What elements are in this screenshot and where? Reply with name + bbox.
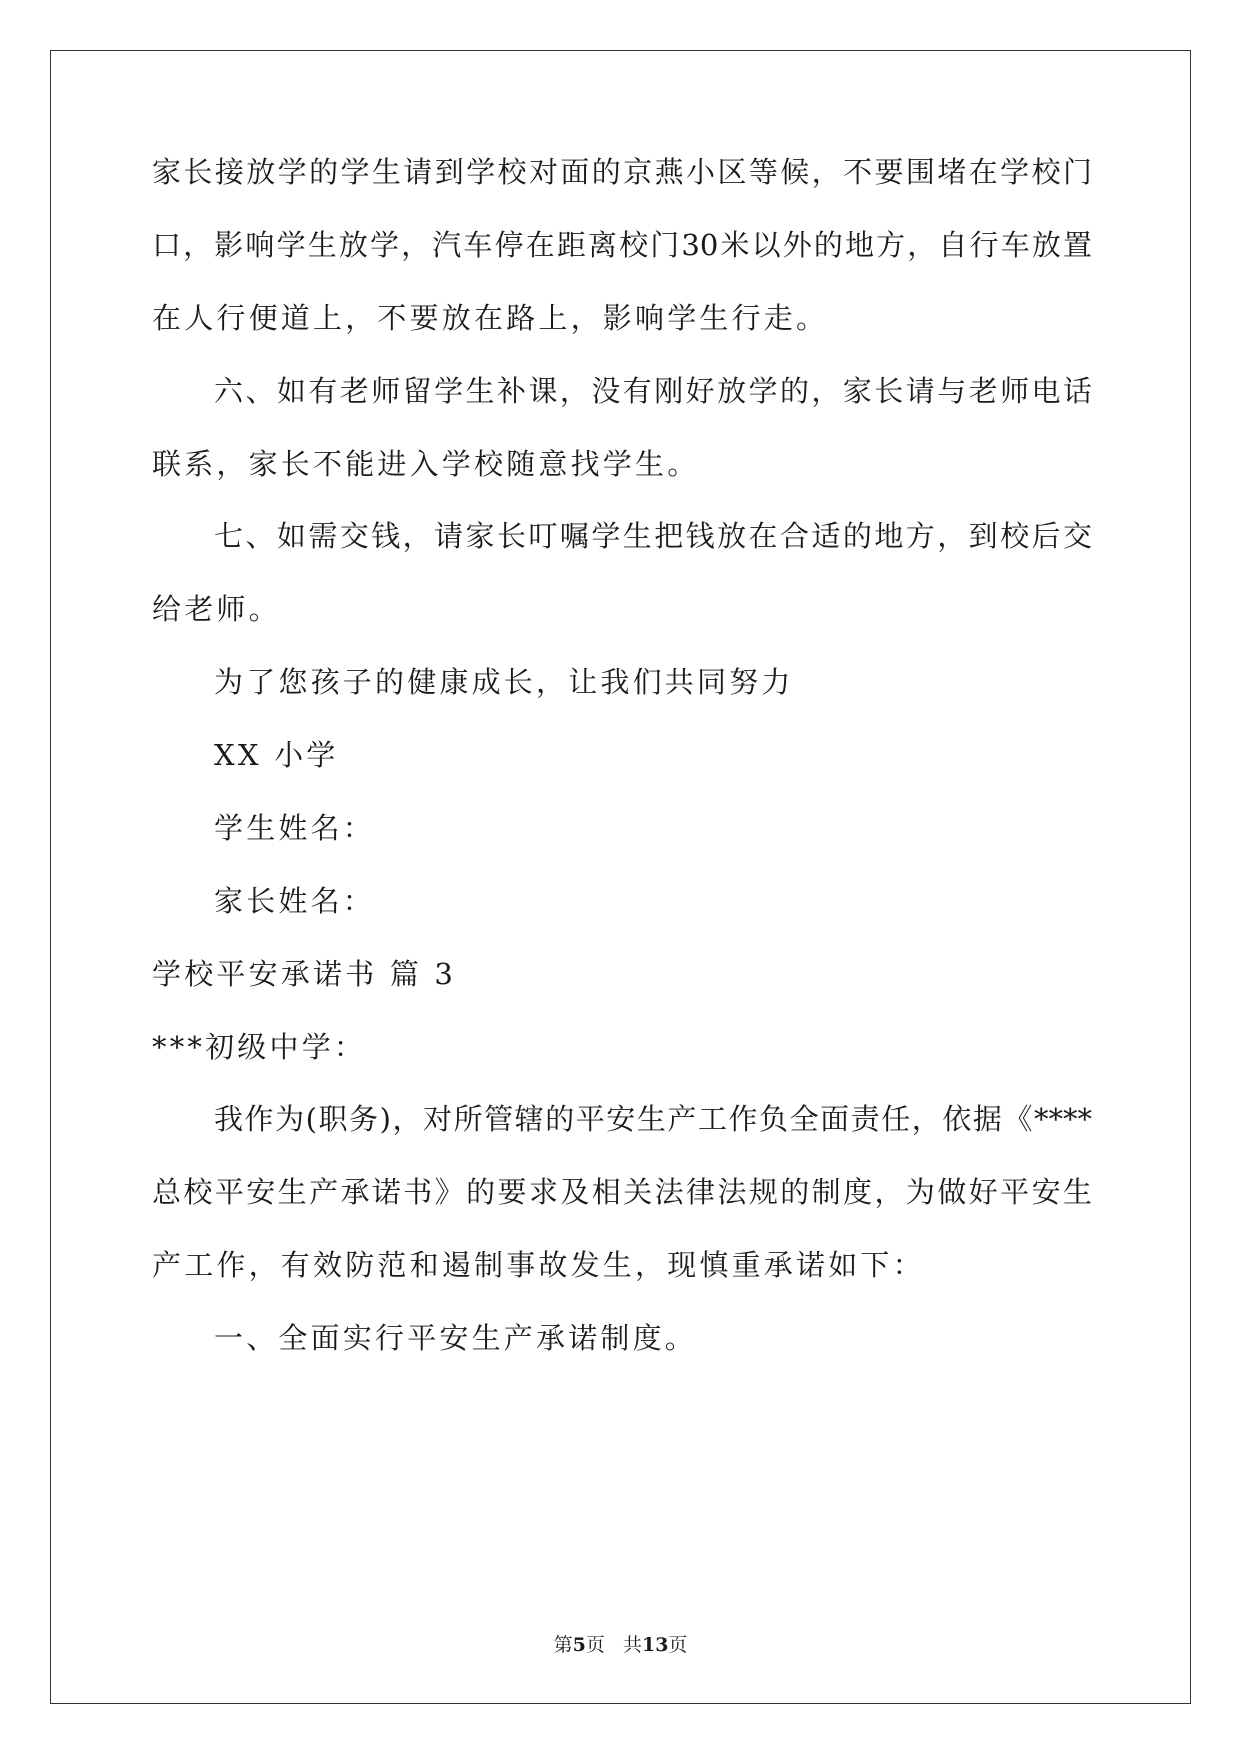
total-pages: 13 bbox=[641, 1634, 669, 1656]
footer-page-suffix: 页 bbox=[585, 1634, 605, 1656]
closing-line: 为了您孩子的健康成长，让我们共同努力 bbox=[214, 665, 794, 699]
body-text-line: 口，影响学生放学，汽车停在距离校门30米以外的地方，自行车放置 bbox=[152, 228, 1092, 262]
section-title: 学校平安承诺书 篇 3 bbox=[152, 957, 457, 991]
student-name-label: 学生姓名： bbox=[214, 811, 376, 845]
body-text-line: 六、如有老师留学生补课，没有刚好放学的，家长请与老师电话 bbox=[214, 374, 1092, 408]
school-name: XX 小学 bbox=[214, 738, 339, 772]
body-text-line: 家长接放学的学生请到学校对面的京燕小区等候，不要围堵在学校门 bbox=[152, 155, 1092, 189]
body-text-line: 产工作，有效防范和遏制事故发生，现慎重承诺如下： bbox=[152, 1248, 925, 1282]
list-item: 一、全面实行平安生产承诺制度。 bbox=[214, 1321, 698, 1355]
body-text-line: 七、如需交钱，请家长叮嘱学生把钱放在合适的地方，到校后交 bbox=[214, 519, 1092, 553]
footer-total-suffix: 页 bbox=[668, 1634, 688, 1656]
body-text-line: 给老师。 bbox=[152, 592, 281, 626]
footer-prefix: 第 bbox=[553, 1634, 573, 1656]
parent-name-label: 家长姓名： bbox=[214, 884, 376, 918]
page-footer bbox=[0, 1632, 1241, 1658]
body-text-line: 总校平安生产承诺书》的要求及相关法律法规的制度，为做好平安生 bbox=[152, 1175, 1092, 1209]
body-text-line: 在人行便道上，不要放在路上，影响学生行走。 bbox=[152, 301, 829, 335]
page-number: 5 bbox=[572, 1634, 586, 1656]
footer-total-prefix: 共 bbox=[622, 1634, 642, 1656]
addressee: ***初级中学： bbox=[152, 1030, 367, 1064]
body-text-line: 我作为(职务)，对所管辖的平安生产工作负全面责任，依据《**** bbox=[214, 1102, 1092, 1136]
body-text-line: 联系，家长不能进入学校随意找学生。 bbox=[152, 447, 700, 481]
